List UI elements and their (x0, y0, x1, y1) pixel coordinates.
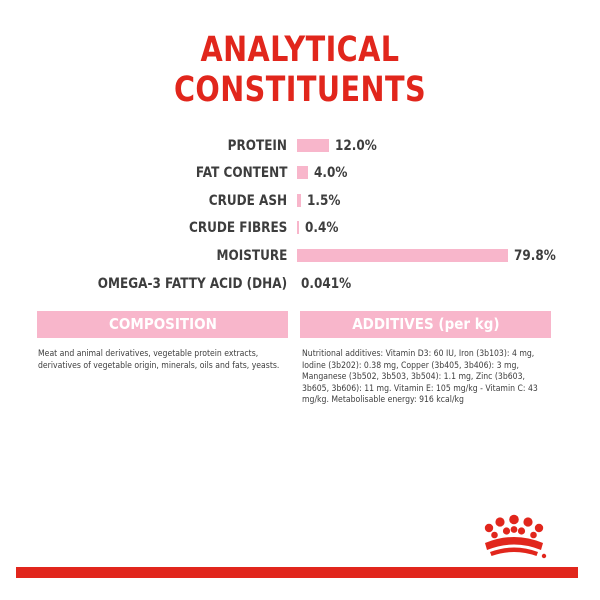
page-title (54, 30, 546, 110)
constituent-label: MOISTURE (216, 248, 287, 264)
constituent-bar (297, 221, 299, 234)
constituent-bar (297, 194, 301, 207)
constituent-row (0, 273, 600, 295)
constituent-row (0, 135, 600, 157)
constituent-bar (297, 139, 329, 152)
royal-crown-icon (478, 514, 550, 560)
composition-heading (37, 311, 288, 338)
constituent-label: CRUDE ASH (208, 193, 287, 209)
constituent-label: OMEGA-3 FATTY ACID (DHA) (97, 276, 287, 292)
constituent-row (0, 217, 600, 239)
constituent-label: FAT CONTENT (195, 165, 287, 181)
constituent-value: 12.0% (334, 138, 377, 154)
constituent-value: 4.0% (313, 165, 347, 181)
constituent-value: 79.8% (514, 248, 557, 264)
constituent-row (0, 190, 600, 212)
constituent-bar (297, 166, 308, 179)
title-line-1: ANALYTICAL (200, 30, 400, 70)
bottom-brand-bar (16, 567, 578, 578)
additives-heading-label: ADDITIVES (per kg) (351, 315, 500, 333)
constituent-label: CRUDE FIBRES (188, 220, 287, 236)
composition-heading-label: COMPOSITION (108, 315, 217, 333)
constituent-value: 1.5% (306, 193, 341, 209)
constituent-value: 0.4% (305, 220, 339, 236)
constituent-row (0, 245, 600, 267)
composition-text (38, 349, 288, 372)
constituent-bar (297, 249, 508, 262)
additives-text (302, 349, 550, 407)
constituent-row (0, 162, 600, 184)
additives-text-body: Nutritional additives: Vitamin D3: 60 IU, Iron (3b103): 4 mg, Iodine (3b202): 0.38 mg, Copper (3b405, 3b406): 3 mg, Manganese (3b502, 3b503, 3b504): 1.1 mg, Zinc (3b603, 3b605, 3b606): 11 mg. Vitamin E: 105 mg/kg - Vitamin C: 43 mg/kg. Metabolisable energy: 916 kcal/kg (302, 349, 538, 405)
additives-heading (300, 311, 551, 338)
constituent-value: 0.041% (301, 276, 352, 292)
title-line-2: CONSTITUENTS (173, 70, 427, 110)
composition-text-body: Meat and animal derivatives, vegetable protein extracts, derivatives of vegetable origin, minerals, oils and fats, yeasts. (38, 349, 280, 371)
constituent-label: PROTEIN (227, 138, 287, 154)
